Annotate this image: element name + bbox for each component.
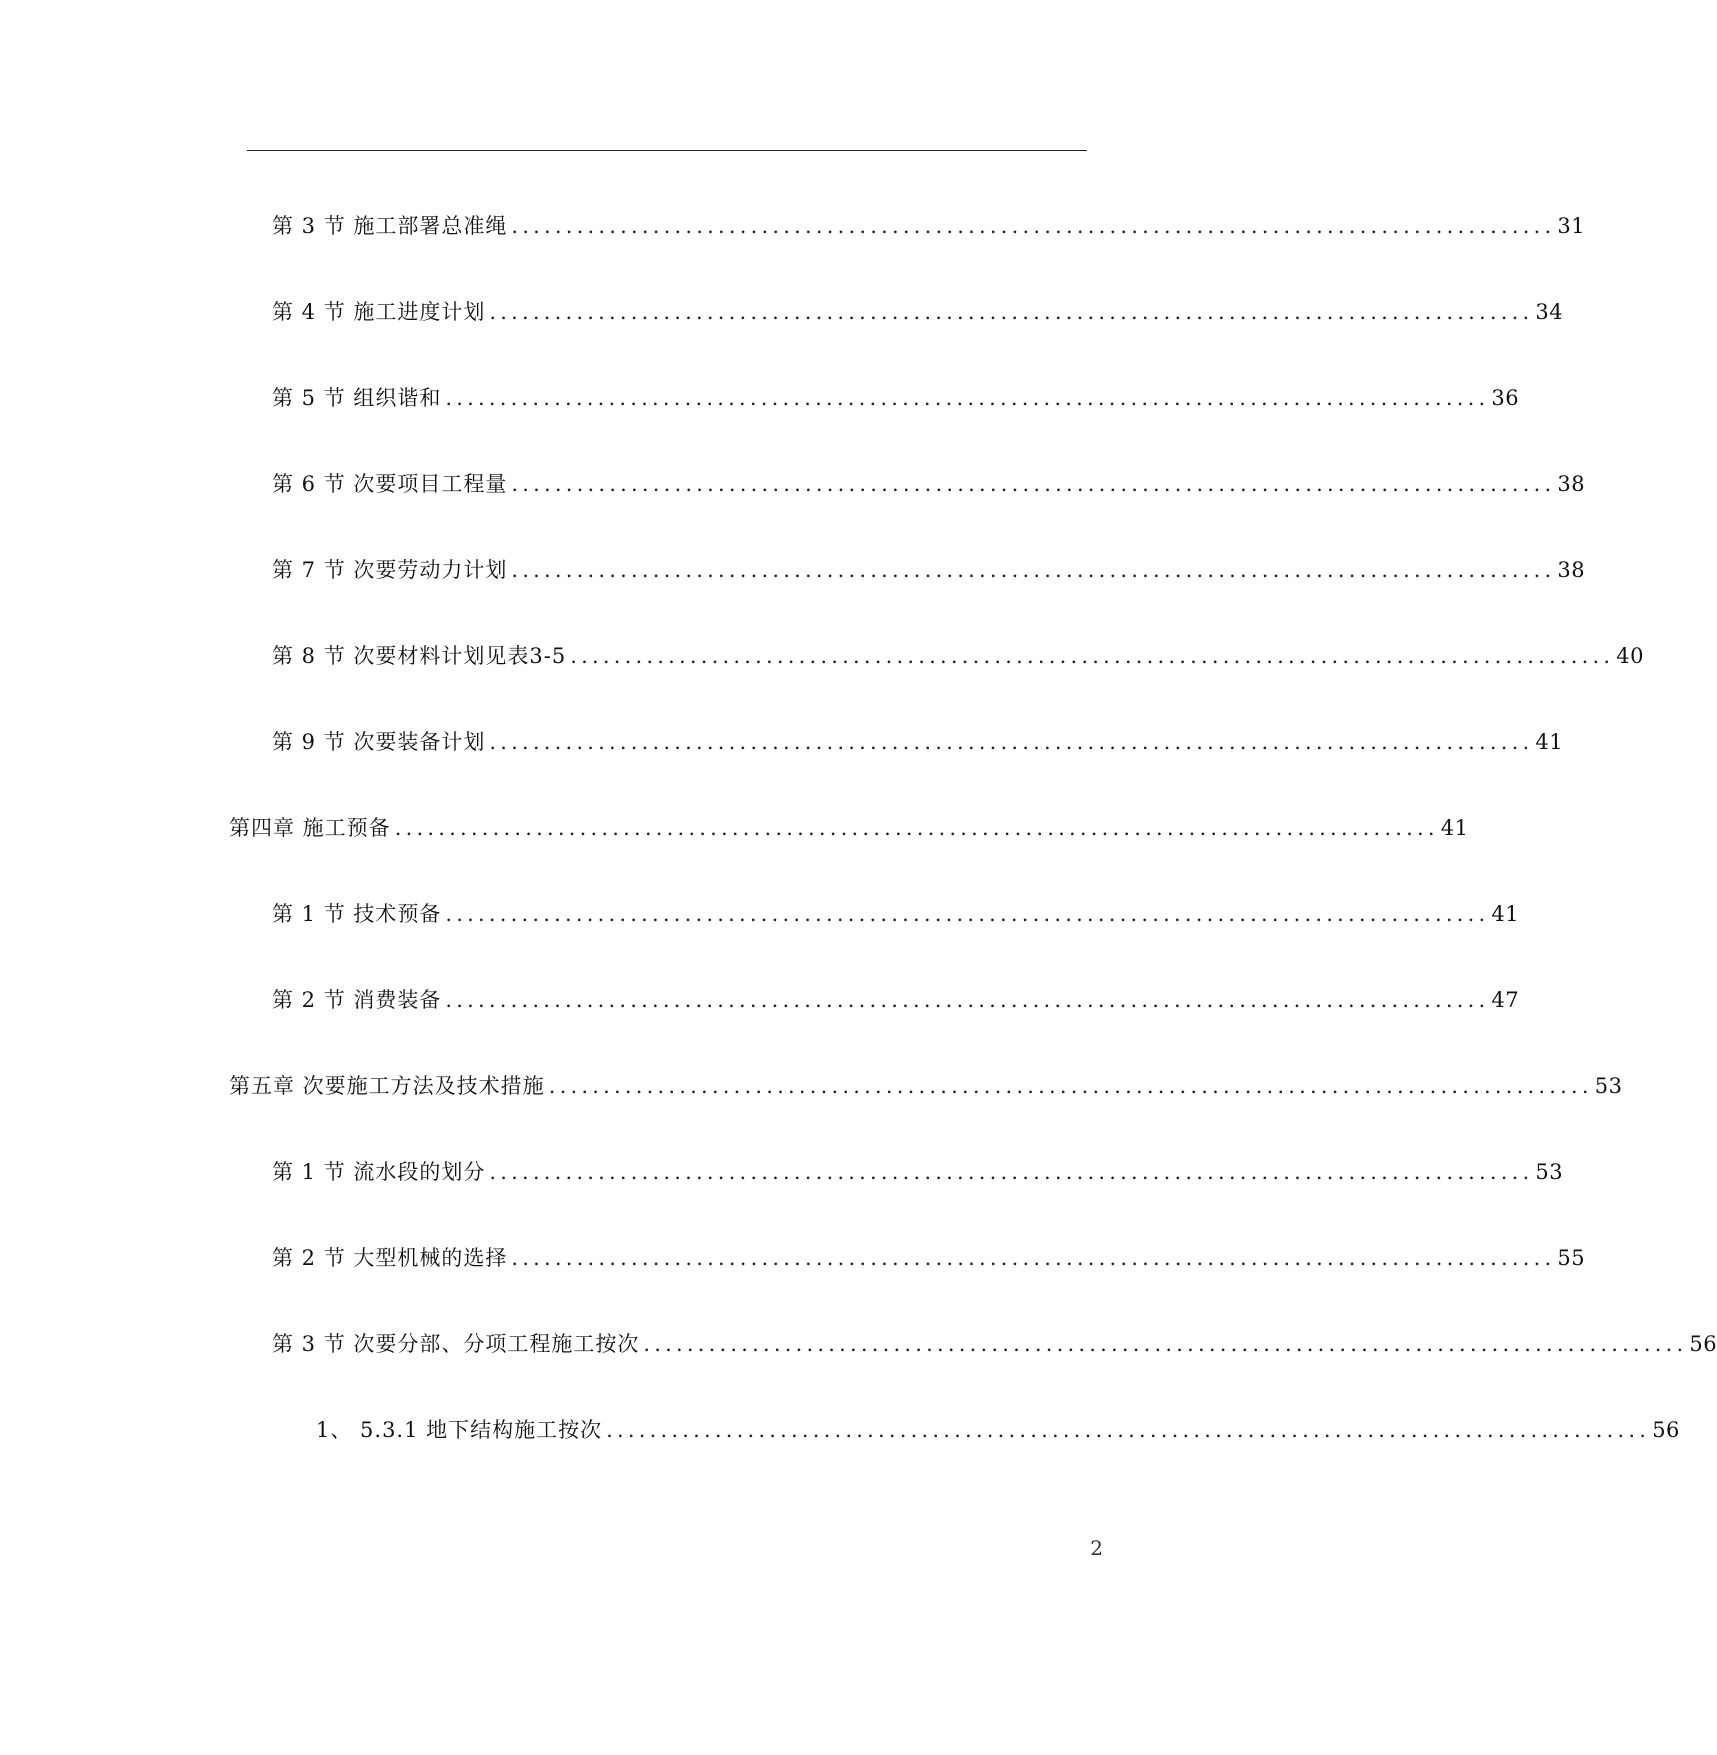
toc-dot-leader: ................................................................................................: [511, 1246, 1556, 1270]
toc-entry-title: 第 5 节 组织谐和: [272, 386, 442, 410]
toc-dot-leader: ................................................................................................: [606, 1418, 1651, 1442]
toc-entry[interactable]: [229, 811, 1469, 845]
toc-page-number: 41: [1440, 816, 1469, 840]
toc-page-number: 47: [1491, 988, 1520, 1012]
toc-page-number: 56: [1652, 1418, 1680, 1442]
toc-entry[interactable]: [272, 1155, 1564, 1189]
toc-page-number: 38: [1557, 472, 1586, 496]
toc-dot-leader: ................................................................................................: [445, 988, 1490, 1012]
toc-entry[interactable]: [272, 381, 1520, 415]
toc-page-number: 53: [1535, 1160, 1564, 1184]
toc-entry-title: 第 3 节 次要分部、分项工程施工按次: [272, 1332, 640, 1356]
toc-dot-leader: ................................................................................................: [489, 730, 1534, 754]
toc-entry-title: 第 6 节 次要项目工程量: [272, 472, 508, 496]
toc-entry[interactable]: [272, 725, 1564, 759]
toc-page-number: 56: [1689, 1332, 1717, 1356]
toc-entry-title: 第 2 节 消费装备: [272, 988, 442, 1012]
toc-entry-title: 1、 5.3.1 地下结构施工按次: [316, 1418, 603, 1442]
toc-dot-leader: ................................................................................................: [445, 386, 1490, 410]
toc-entry[interactable]: [272, 983, 1520, 1017]
toc-entry[interactable]: [316, 1413, 1680, 1447]
toc-page-number: 55: [1557, 1246, 1586, 1270]
toc-entry-title: 第 3 节 施工部署总准绳: [272, 214, 508, 238]
toc-page-number: 41: [1535, 730, 1564, 754]
toc-page-number: 41: [1491, 902, 1520, 926]
toc-entry-title: 第 2 节 大型机械的选择: [272, 1246, 508, 1270]
toc-entry[interactable]: [272, 467, 1586, 501]
toc-dot-leader: ................................................................................................: [570, 644, 1615, 668]
toc-dot-leader: ................................................................................................: [511, 472, 1556, 496]
toc-entry[interactable]: [272, 209, 1586, 243]
toc-dot-leader: ................................................................................................: [489, 1160, 1534, 1184]
toc-entry[interactable]: [229, 1069, 1623, 1103]
toc-entry[interactable]: [272, 1241, 1586, 1275]
toc-dot-leader: ................................................................................................: [445, 902, 1490, 926]
toc-dot-leader: ................................................................................................: [394, 816, 1439, 840]
toc-entry[interactable]: [272, 553, 1586, 587]
toc-page-number: 36: [1491, 386, 1520, 410]
toc-entry-title: 第四章 施工预备: [229, 816, 391, 840]
toc-entry-title: 第 7 节 次要劳动力计划: [272, 558, 508, 582]
toc-page-number: 31: [1557, 214, 1586, 238]
toc-page-number: 53: [1594, 1074, 1623, 1098]
toc-dot-leader: ................................................................................................: [511, 214, 1556, 238]
toc-entry-title: 第 9 节 次要装备计划: [272, 730, 486, 754]
toc-dot-leader: ................................................................................................: [511, 558, 1556, 582]
toc-dot-leader: ................................................................................................: [548, 1074, 1593, 1098]
toc-page-number: 38: [1557, 558, 1586, 582]
toc-entry-title: 第 4 节 施工进度计划: [272, 300, 486, 324]
toc-entry[interactable]: [272, 639, 1644, 673]
toc-entry[interactable]: [272, 295, 1564, 329]
toc-page-number: 34: [1535, 300, 1564, 324]
toc-entry-title: 第 8 节 次要材料计划见表3-5: [272, 644, 567, 668]
toc-entry[interactable]: [272, 1327, 1717, 1361]
toc-dot-leader: ................................................................................................: [643, 1332, 1688, 1356]
toc-entry-title: 第五章 次要施工方法及技术措施: [229, 1074, 545, 1098]
toc-dot-leader: ................................................................................................: [489, 300, 1534, 324]
toc-entry-title: 第 1 节 技术预备: [272, 902, 442, 926]
page-number: 2: [1090, 1536, 1103, 1560]
toc-entry-title: 第 1 节 流水段的划分: [272, 1160, 486, 1184]
toc-entry[interactable]: [272, 897, 1520, 931]
toc-page-number: 40: [1616, 644, 1644, 668]
